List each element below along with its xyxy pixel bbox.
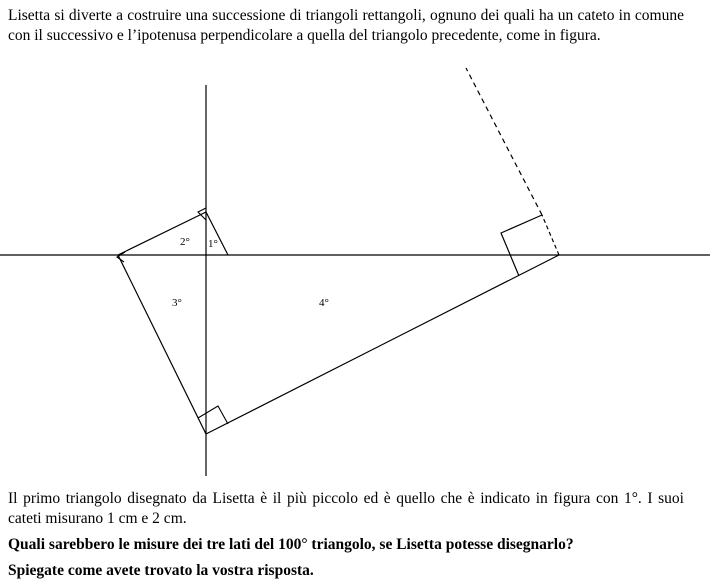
triangle-2-label: 2° xyxy=(180,236,190,248)
triangle-3-hypotenuse xyxy=(118,255,206,434)
intro-paragraph: Lisetta si diverte a costruire una successione di triangoli rettangoli, ognuno dei quali ha un cateto in comune con il successivo e l’ipotenusa perpendicolare a quella del triangolo precedente, come in figura. xyxy=(8,7,684,44)
triangle-5-side xyxy=(542,215,559,255)
instruction-text: Spiegate come avete trovato la vostra risposta. xyxy=(8,562,314,579)
triangle-2-hypotenuse xyxy=(118,212,206,255)
triangle-1-label: 1° xyxy=(208,238,218,250)
next-side-dashed-extension xyxy=(466,68,542,215)
question-text: Quali sarebbero le misure dei tre lati del 100° triangolo, se Lisetta potesse disegnarlo? xyxy=(8,536,574,553)
triangle-4-label: 4° xyxy=(319,297,329,309)
right-angle-marker-3 xyxy=(198,406,228,424)
triangle-3-label: 3° xyxy=(172,297,182,309)
triangle-4-hypotenuse xyxy=(206,255,559,434)
problem-paragraph: Il primo triangolo disegnato da Lisetta è il più piccolo ed è quello che è indicato in figura con 1°. I suoi cateti misurano 1 cm e 2 cm. xyxy=(8,490,684,527)
